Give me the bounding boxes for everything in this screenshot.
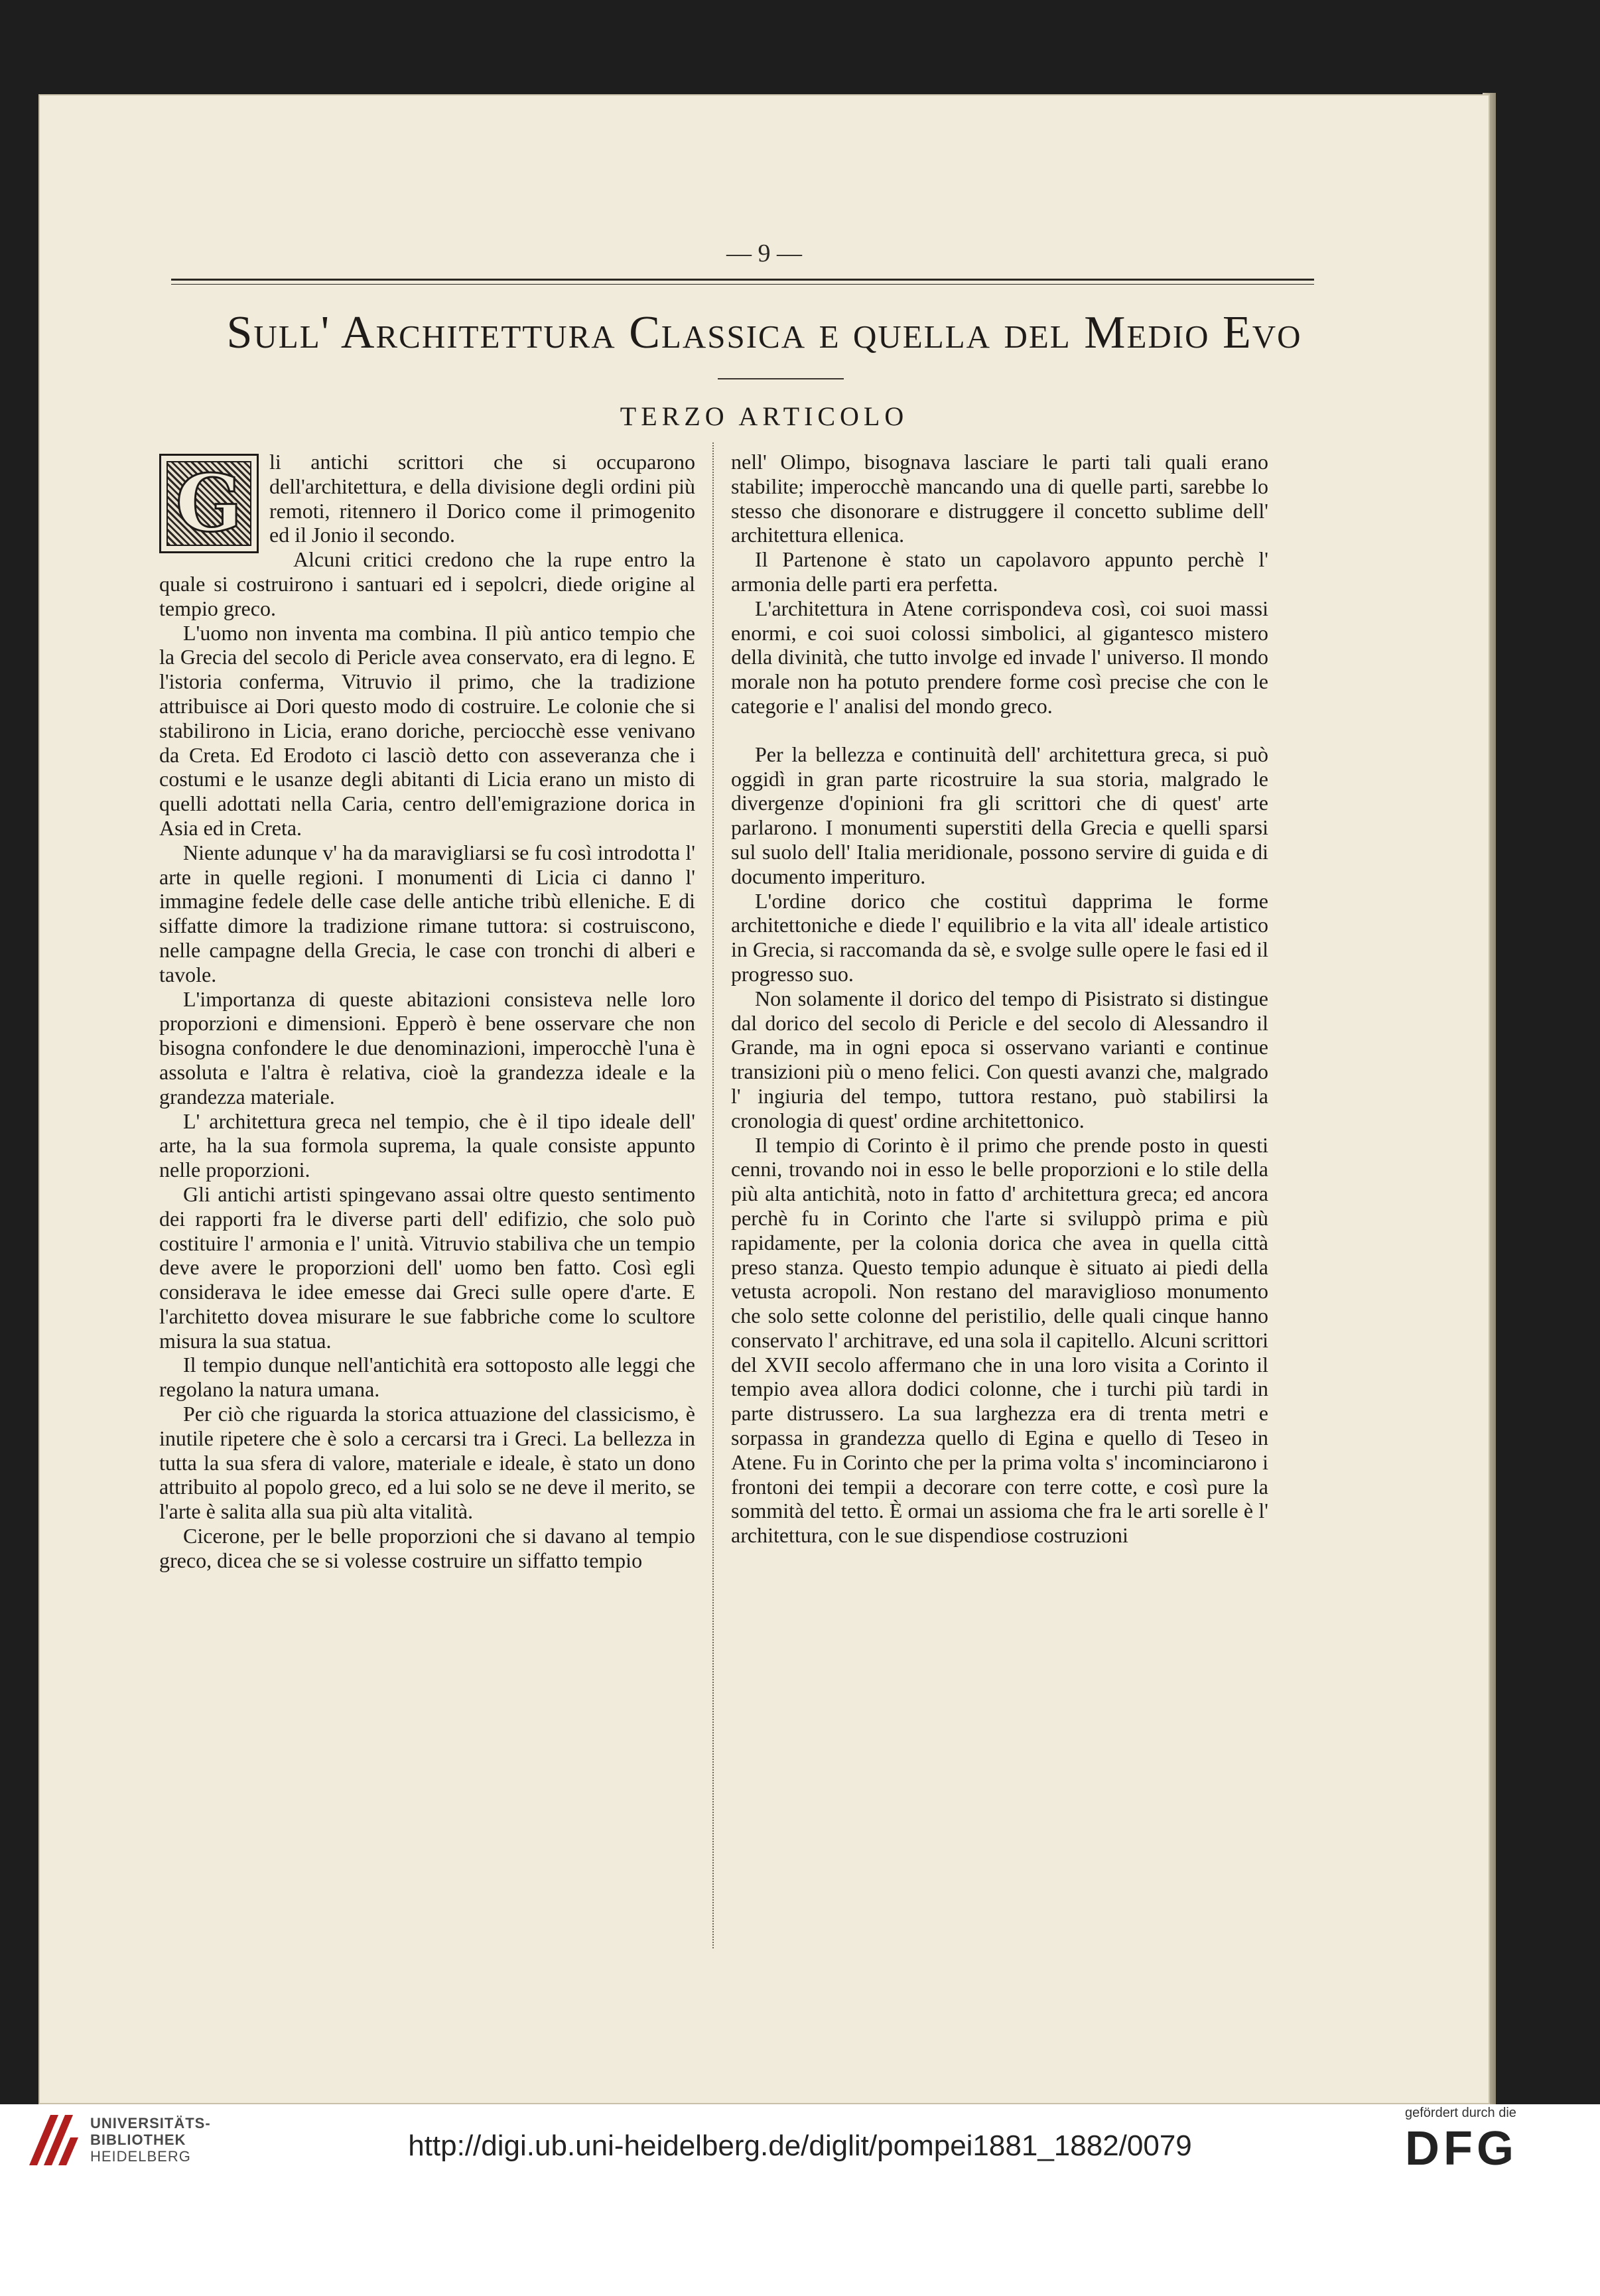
paragraph: L'ordine dorico che costituì dapprima le forme architettoniche e diede l' equilibrio e la vita all' ideale artistico in Grecia, si raccomanda da sè, e svolge sulle opere le fasi ed il progresso suo.	[731, 888, 1268, 986]
library-name-line: HEIDELBERG	[90, 2148, 191, 2165]
column-divider	[712, 442, 714, 1948]
header-rule-thin	[171, 284, 1314, 285]
paragraph: Niente adunque v' ha da maravigliarsi se fu così introdotta l' arte in quelle regioni. I monumenti di Licia ci danno l' immagine fedele delle case delle antiche tribù elleniche. E di siffatte dimore la tradizione rimane tuttora: si costruiscono, nelle campagne della Grecia, le case con tronchi di alberi e tavole.	[159, 840, 695, 986]
library-name-line: UNIVERSITÄTS-	[90, 2115, 211, 2131]
article-subtitle: TERZO ARTICOLO	[620, 401, 909, 431]
book-page	[38, 94, 1490, 2104]
paragraph-text: li antichi scrittori che si occuparono dell'architettura, e della divisione degli ordini più remoti, ritennero il Dorico come il primogenito ed il Jonio il secondo.	[269, 450, 695, 547]
paragraph: Il tempio dunque nell'antichità era sottoposto alle leggi che regolano la natura umana.	[159, 1353, 695, 1402]
title-underline	[718, 378, 844, 379]
paragraph: L'uomo non inventa ma combina. Il più antico tempio che la Grecia del secolo di Pericle avea conservato, era di legno. E l'istoria conferma, Vitruvio il primo, che la tradizione attribuisce ai Dori questo modo di costruire. Le colonie che si stabilirono in Licia, erano doriche, perciocchè esse venivano da Creta. Ed Erodoto ci lasciò detto con asseveranza che i costumi e le usanze degli abitanti di Licia erano un misto di quelli adottati nella Caria, centro dell'emigrazione dorica in Asia ed in Creta.	[159, 620, 695, 840]
paragraph: Non solamente il dorico del tempo di Pisistrato si distingue dal dorico del secolo di Pericle e del secolo di Alessandro il Grande, ma in ogni epoca si osservano varianti e continue transizioni più o meno felici. Con questi avanzi che, malgrado l' ingiuria del tempo, tuttora restano, può stabilirsi la cronologia di quest' ordine architettonico.	[731, 986, 1268, 1132]
library-name-line: BIBLIOTHEK	[90, 2131, 186, 2148]
paragraph: L'architettura in Atene corrispondeva così, coi suoi massi enormi, e coi suoi colossi simbolici, al gigantesco mistero della divinità, che tutto involge ed invade l' universo. Il mondo morale non ha potuto prendere forme così precise che con le categorie e l' analisi del mondo greco.	[731, 596, 1268, 718]
paragraph: Cicerone, per le belle proporzioni che si davano al tempio greco, dicea che se si volesse costruire un siffatto tempio	[159, 1524, 695, 1572]
header-rule-thick	[171, 279, 1314, 281]
paragraph: Per ciò che riguarda la storica attuazione del classicismo, è inutile ripetere che è solo a cercarsi tra i Greci. La bellezza in tutta la sua sfera di valore, materiale e ideale, è stato un dono attribuito al popolo greco, ed a lui solo se ne deve il merito, se l'arte è salita alla sua più alta vitalità.	[159, 1402, 695, 1524]
paragraph: Il Partenone è stato un capolavoro appunto perchè l' armonia delle parti era perfetta.	[731, 547, 1268, 596]
paragraph	[159, 450, 695, 547]
dfg-logo: DFG	[1405, 2122, 1518, 2175]
source-url-link[interactable]: http://digi.ub.uni-heidelberg.de/diglit/pompei1881_1882/0079	[408, 2129, 1192, 2162]
paragraph: L' architettura greca nel tempio, che è il tipo ideale dell' arte, ha la sua formola suprema, la quale consiste appunto nelle proporzioni.	[159, 1109, 695, 1182]
right-column	[731, 450, 1268, 1548]
paragraph: L'importanza di queste abitazioni consisteva nelle loro proporzioni e dimensioni. Epperò è bene osservare che non bisogna confondere le due denominazioni, imperocchè l'una è assoluta e l'altra è relativa, cioè la grandezza ideale e la grandezza materiale.	[159, 986, 695, 1109]
left-column	[159, 450, 695, 1573]
funding-note: gefördert durch die	[1405, 2106, 1516, 2120]
page-number: — 9 —	[726, 239, 802, 267]
paragraph: nell' Olimpo, bisognava lasciare le parti tali quali erano stabilite; imperocchè mancando una di quelle parti, sarebbe lo stesso che disonorare e distruggere il concetto sublime dell' architettura ellenica.	[731, 450, 1268, 547]
paragraph: Per la bellezza e continuità dell' architettura greca, si può oggidì in gran parte ricostruire la sua storia, malgrado le divergenze d'opinioni fra gli scrittori che di quest' arte parlarono. I monumenti superstiti della Grecia e quelli sparsi sul suolo dell' Italia meridionale, possono servire di guida e di documento imperituro.	[731, 742, 1268, 888]
decorated-initial-icon	[159, 454, 259, 553]
paragraph: Alcuni critici credono che la rupe entro la quale si costruirono i santuari ed i sepolcri, diede origine al tempio greco.	[159, 547, 695, 620]
initial-letter: G	[175, 457, 243, 549]
paragraph: Gli antichi artisti spingevano assai oltre questo sentimento dei rapporti fra le diverse parti dell' edifizio, che solo può costituire l' armonia e l' unità. Vitruvio stabiliva che un tempio deve avere le proporzioni dell' uomo ben fatto. Così egli considerava le idee emesse dai Greci sulle opere d'arte. E l'architetto dovea misurare le sue fabbriche come lo scultore misura la sua statua.	[159, 1182, 695, 1353]
paragraph: Il tempio di Corinto è il primo che prende posto in questi cenni, trovando noi in esso le belle proporzioni e lo stile della più alta antichità, noto in fatto d' architettura greca; ed ancora perchè fu in Corinto che l'arte si sviluppò prima e più rapidamente, per la colonia dorica che avea in quella città preso stanza. Questo tempio adunque è situato ai piedi della vetusta acropoli. Non restano del maraviglioso monumento che solo sette colonne del peristilio, delle quali cinque hanno conservato l' architrave, ed una sola il capitello. Alcuni scrittori del XVII secolo affermano che in una loro visita a Corinto il tempio avea allora dodici colonne, che i turchi più tardi in parte distrussero. La sua larghezza era di trenta metri e sorpassa in grandezza quello di Egina e quello di Teseo in Atene. Fu in Corinto che per la prima volta s' incominciarono i frontoni dei tempii a decorare con terre cotte, e così pure la sommità del tetto. È ormai un assioma che fra le arti sorelle è l' architettura, con le sue dispendiose costruzioni	[731, 1132, 1268, 1548]
article-title: Sull' Architettura Classica e quella del Medio Evo	[226, 307, 1302, 358]
